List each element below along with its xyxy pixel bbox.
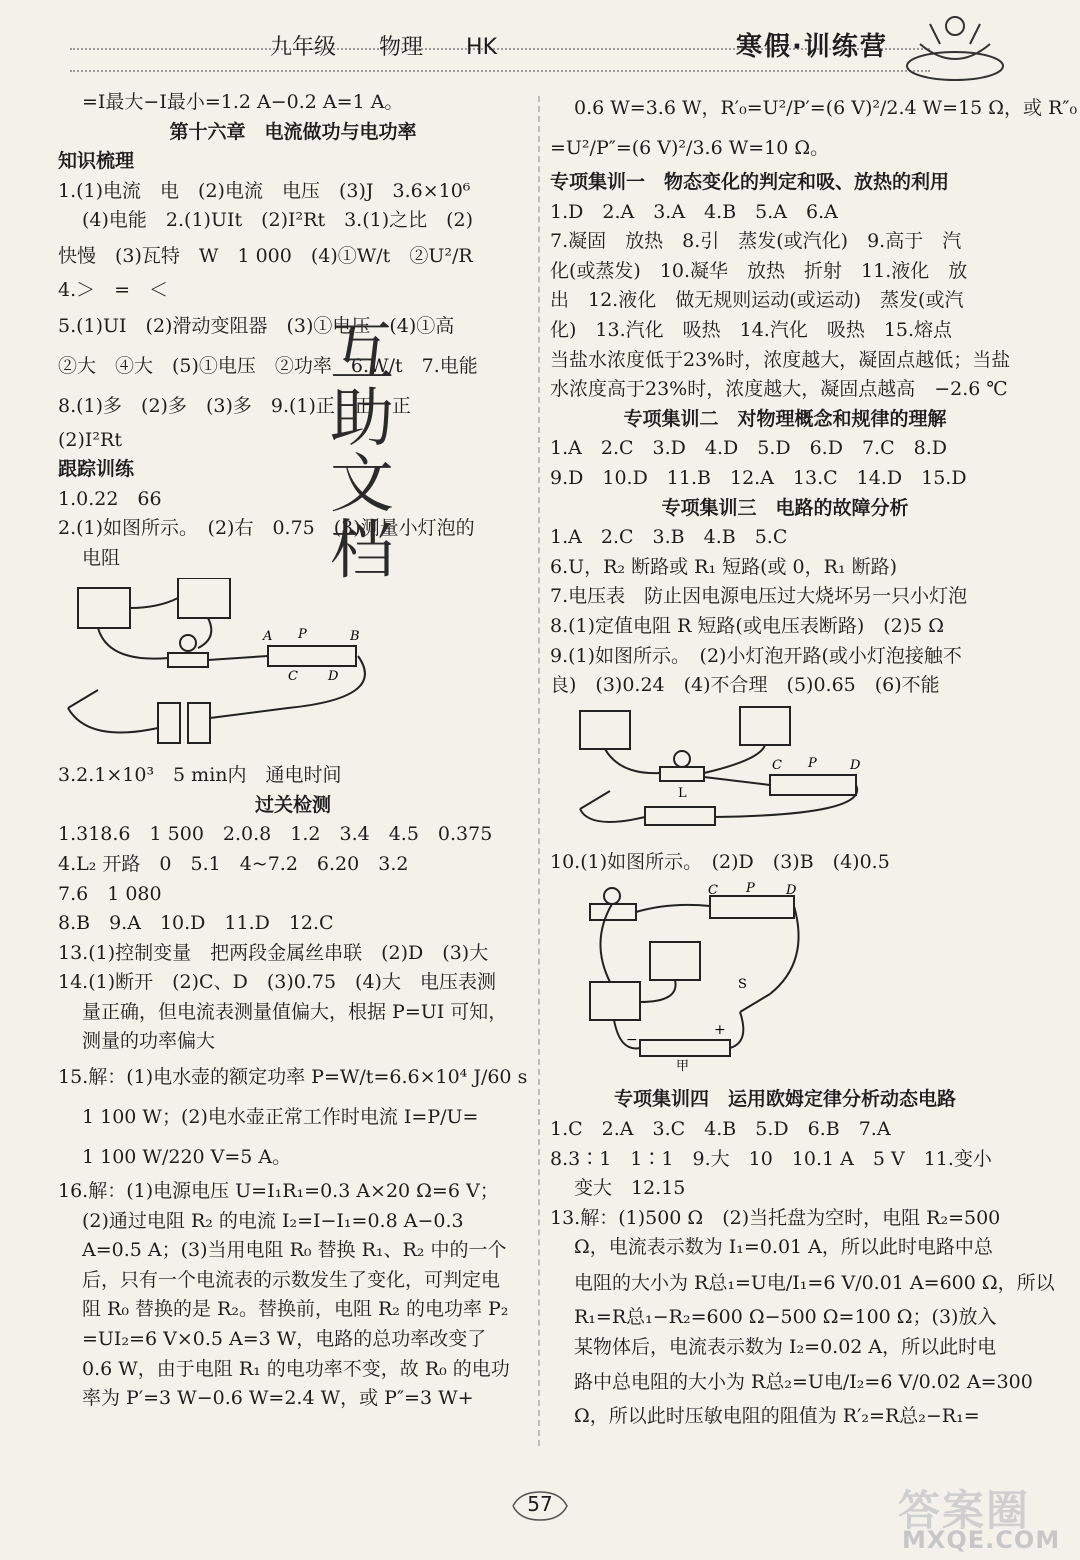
text-line: 化) 13.汽化 吸热 14.汽化 吸热 15.熔点	[550, 318, 953, 341]
text-line: =UI₂=6 V×0.5 A=3 W，电路的总功率改变了	[82, 1328, 487, 1351]
text-line: 8.B 9.A 10.D 11.D 12.C	[58, 912, 334, 935]
circuit-figure-right-2	[550, 882, 990, 1072]
figure-label: P	[298, 626, 307, 642]
circuit-figure-left	[58, 578, 438, 748]
text-line: 9.D 10.D 11.B 12.A 13.C 14.D 15.D	[550, 466, 967, 489]
text-line: 率为 P′=3 W−0.6 W=2.4 W，或 P″=3 W+	[82, 1387, 474, 1410]
text-line: 8.3∶1 1∶1 9.大 10 10.1 A 5 V 11.变小	[550, 1147, 992, 1170]
text-line: 出 12.液化 做无规则运动(或运动) 蒸发(或汽	[550, 289, 964, 312]
text-line: ②大 ④大 (5)①电压 ②功率 6.W/t 7.电能	[58, 354, 478, 377]
text-line: 1.318.6 1 500 2.0.8 1.2 3.4 4.5 0.375	[58, 823, 493, 846]
figure-label: D	[850, 757, 861, 773]
text-line: 8.(1)多 (2)多 (3)多 9.(1)正 正 正	[58, 394, 411, 417]
mascot-logo-icon	[900, 4, 1010, 84]
circuit-figure-right-1	[550, 705, 990, 835]
page-header	[0, 0, 1080, 92]
text-line: 快慢 (3)瓦特 W 1 000 (4)①W/t ②U²/R	[58, 244, 473, 267]
text-line: =I最大−I最小=1.2 A−0.2 A=1 A。	[82, 91, 404, 113]
figure-label: −	[626, 1031, 638, 1048]
text-line: R₁=R总₁−R₂=600 Ω−500 Ω=100 Ω；(3)放入	[574, 1306, 997, 1329]
text-line: 1.A 2.C 3.D 4.D 5.D 6.D 7.C 8.D	[550, 437, 947, 460]
figure-label: P	[746, 881, 755, 896]
text-line: 1 100 W/220 V=5 A。	[82, 1146, 292, 1169]
text-line: 某物体后，电流表示数为 I₂=0.02 A，所以此时电	[574, 1335, 997, 1358]
text-line: 13.(1)控制变量 把两段金属丝串联 (2)D (3)大	[58, 941, 489, 964]
text-line: 测量的功率偏大	[82, 1030, 216, 1053]
text-line: 路中总电阻的大小为 R总₂=U电/I₂=6 V/0.02 A=300	[574, 1371, 1033, 1394]
text-line: 量正确，但电流表测量值偏大，根据 P=UI 可知，	[82, 1000, 508, 1023]
section-title: 跟踪训练	[58, 458, 135, 481]
text-line: 15.解：(1)电水壶的额定功率 P=W/t=6.6×10⁴ J/60 s	[58, 1066, 528, 1089]
text-line: 良) (3)0.24 (4)不合理 (5)0.65 (6)不能	[550, 674, 940, 697]
text-line: 13.解：(1)500 Ω (2)当托盘为空时，电阻 R₂=500	[550, 1206, 1001, 1229]
text-line: 变大 12.15	[574, 1177, 686, 1200]
figure-label: +	[714, 1021, 726, 1038]
figure-label: L	[678, 785, 687, 801]
text-line: 6.U，R₂ 断路或 R₁ 短路(或 0，R₁ 断路)	[550, 555, 898, 578]
figure-label: C	[708, 882, 718, 898]
text-line: 1.(1)电流 电 (2)电流 电压 (3)J 3.6×10⁶	[58, 179, 471, 202]
figure-label: B	[350, 628, 360, 644]
text-line: Ω，电流表示数为 I₁=0.01 A，所以此时电路中总	[574, 1236, 993, 1259]
figure-label: P	[808, 755, 817, 771]
figure-label: 甲	[676, 1058, 690, 1072]
watermark	[898, 1478, 1074, 1558]
subject-label: 物理	[379, 35, 424, 60]
text-line: 8.(1)定值电阻 R 短路(或电压表断路) (2)5 Ω	[550, 614, 945, 637]
header-dotted-line-bottom	[70, 70, 930, 72]
section-title: 专项集训四 运用欧姆定律分析动态电路	[613, 1088, 956, 1111]
grade-label: 九年级	[270, 35, 337, 60]
text-line: 7.凝固 放热 8.引 蒸发(或汽化) 9.高于 汽	[550, 230, 962, 253]
column-divider	[538, 96, 540, 1446]
text-line: 化(或蒸发) 10.凝华 放热 折射 11.液化 放	[550, 259, 968, 282]
text-line: 7.电压表 防止因电源电压过大烧坏另一只小灯泡	[550, 585, 968, 608]
header-info	[270, 30, 533, 61]
page-footer	[505, 1486, 575, 1526]
brand-title: 寒假·训练营	[736, 32, 888, 62]
text-line: (4)电能 2.(1)UIt (2)I²Rt 3.(1)之比 (2)	[82, 209, 474, 232]
watermark-url: MXQE.COM	[902, 1526, 1061, 1554]
section-title: 专项集训三 电路的故障分析	[661, 496, 909, 519]
text-line: (2)I²Rt	[58, 428, 122, 451]
watermark-text: 答案圈	[898, 1486, 1031, 1535]
text-line: A=0.5 A；(3)当用电阻 R₀ 替换 R₁、R₂ 中的一个	[82, 1239, 507, 1262]
chapter-title: 第十六章 电流做功与电功率	[169, 120, 417, 143]
figure-label: C	[772, 757, 782, 773]
figure-label: S	[738, 976, 747, 992]
handwritten-annotation: 互助文档	[330, 316, 394, 588]
section-title: 过关检测	[254, 793, 331, 816]
text-line: 当盐水浓度低于23%时，浓度越大，凝固点越低；当盐	[550, 348, 1011, 371]
page-number: 57	[527, 1492, 553, 1516]
text-line: 1.D 2.A 3.A 4.B 5.A 6.A	[550, 200, 838, 223]
text-line: 1 100 W；(2)电水壶正常工作时电流 I=P/U=	[82, 1106, 479, 1129]
text-line: 10.(1)如图所示。 (2)D (3)B (4)0.5	[550, 851, 890, 874]
text-line: 9.(1)如图所示。 (2)小灯泡开路(或小灯泡接触不	[550, 644, 962, 667]
text-line: 1.C 2.A 3.C 4.B 5.D 6.B 7.A	[550, 1118, 891, 1141]
text-line: 后，只有一个电流表的示数发生了变化，可判定电	[82, 1268, 501, 1291]
text-line: 7.6 1 080	[58, 882, 162, 905]
section-title: 知识梳理	[58, 150, 135, 173]
text-line: 1.A 2.C 3.B 4.B 5.C	[550, 526, 788, 549]
edition-label: HK	[466, 35, 498, 60]
text-line: 水浓度高于23%时，浓度越大，凝固点越高 −2.6 ℃	[550, 378, 1008, 401]
text-line: 4.＞ = ＜	[58, 278, 169, 301]
text-line: 电阻	[82, 546, 121, 569]
text-line: =U²/P″=(6 V)²/3.6 W=10 Ω。	[550, 137, 830, 159]
text-line: 16.解：(1)电源电压 U=I₁R₁=0.3 A×20 Ω=6 V；	[58, 1180, 499, 1203]
text-line: 电阻的大小为 R总₁=U电/I₁=6 V/0.01 A=600 Ω，所以	[574, 1272, 1055, 1295]
text-line: 3.2.1×10³ 5 min内 通电时间	[58, 764, 342, 787]
text-line: 0.6 W，由于电阻 R₁ 的电功率不变，故 R₀ 的电功	[82, 1357, 510, 1380]
figure-label: A	[263, 628, 273, 644]
figure-label: D	[328, 668, 339, 684]
text-line: 14.(1)断开 (2)C、D (3)0.75 (4)大 电压表测	[58, 971, 496, 994]
text-line: (2)通过电阻 R₂ 的电流 I₂=I−I₁=0.8 A−0.3	[82, 1209, 464, 1232]
text-line: 4.L₂ 开路 0 5.1 4~7.2 6.20 3.2	[58, 852, 409, 875]
text-line: 1.0.22 66	[58, 487, 162, 510]
section-title: 专项集训一 物态变化的判定和吸、放热的利用	[550, 171, 950, 193]
figure-label: D	[786, 882, 797, 898]
figure-label: C	[288, 668, 298, 684]
section-title: 专项集训二 对物理概念和规律的理解	[623, 407, 947, 430]
right-column	[550, 88, 1078, 1432]
text-line: 5.(1)UI (2)滑动变阻器 (3)①电压 (4)①高	[58, 314, 455, 337]
text-line: Ω，所以此时压敏电阻的阻值为 R′₂=R总₂−R₁=	[574, 1405, 980, 1428]
left-column	[58, 88, 528, 1414]
text-line: 2.(1)如图所示。 (2)右 0.75 (3)测量小灯泡的	[58, 517, 475, 540]
text-line: 阻 R₀ 替换的是 R₂。替换前，电阻 R₂ 的电功率 P₂	[82, 1298, 509, 1321]
text-line: 0.6 W=3.6 W，R′₀=U²/P′=(6 V)²/2.4 W=15 Ω，或 R″₀	[574, 97, 1078, 119]
